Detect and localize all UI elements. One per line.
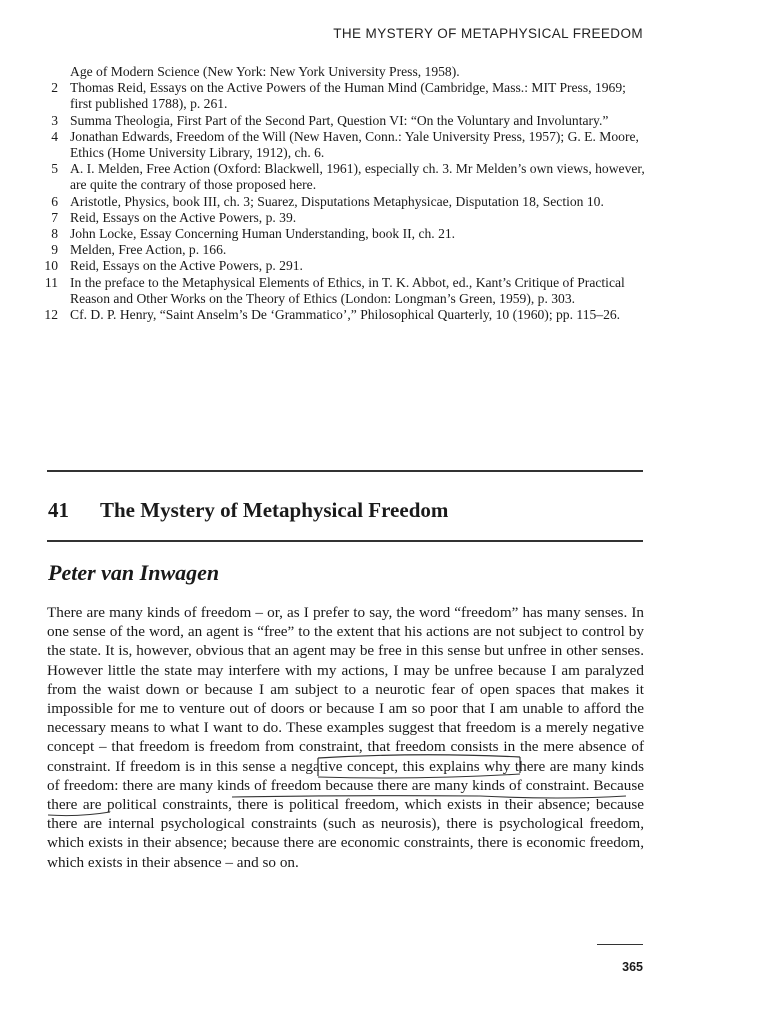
endnote-number: 4 — [51, 128, 58, 144]
endnote-text: Reid, Essays on the Active Powers, p. 39. — [70, 209, 297, 225]
endnote — [40, 210, 648, 226]
endnote-number: 8 — [51, 226, 58, 242]
endnote-text: A. I. Melden, Free Action (Oxford: Blackwell, 1961), especially ch. 3. Mr Melden’s own views, however, are quite the contrary of those proposed here. — [70, 161, 645, 193]
endnote — [40, 242, 648, 258]
running-head: THE MYSTERY OF METAPHYSICAL FREEDOM — [333, 26, 643, 41]
endnote — [40, 226, 648, 242]
endnote-number: 2 — [51, 80, 58, 96]
endnote-number: 7 — [51, 209, 58, 225]
endnote — [40, 307, 648, 323]
endnote — [40, 64, 648, 80]
section-rule-bottom — [47, 540, 643, 542]
endnote-text: John Locke, Essay Concerning Human Understanding, book II, ch. 21. — [70, 226, 456, 242]
endnote — [40, 129, 648, 161]
endnote-number: 3 — [51, 112, 58, 128]
endnote-text: Thomas Reid, Essays on the Active Powers of the Human Mind (Cambridge, Mass.: MIT Press, 1969; first published 1788), p. 261. — [70, 80, 626, 112]
chapter-title: The Mystery of Metaphysical Freedom — [100, 498, 449, 522]
endnote-text: In the preface to the Metaphysical Elements of Ethics, in T. K. Abbot, ed., Kant’s Critique of Practical Reason and Other Works on the Theory of Ethics (London: Longman’s Green, 1959), p. 303. — [70, 274, 625, 306]
endnote-text: Aristotle, Physics, book III, ch. 3; Suarez, Disputations Metaphysicae, Disputation 18, Section 10. — [70, 193, 604, 209]
folio-rule — [597, 944, 643, 945]
endnote — [40, 258, 648, 274]
endnote-text: Melden, Free Action, p. 166. — [70, 242, 227, 258]
endnote-number: 11 — [44, 274, 58, 290]
endnote-text: Reid, Essays on the Active Powers, p. 291. — [70, 258, 303, 274]
endnote-text: Summa Theologia, First Part of the Second Part, Question VI: “On the Voluntary and Involuntary.” — [70, 112, 609, 128]
endnote — [40, 161, 648, 193]
chapter-number: 41 — [48, 498, 69, 522]
endnote — [40, 275, 648, 307]
section-rule-top — [47, 470, 643, 472]
endnote — [40, 113, 648, 129]
endnote-number: 12 — [44, 307, 58, 323]
endnotes-list — [40, 64, 648, 323]
endnote-number: 5 — [51, 161, 58, 177]
endnote-number: 10 — [44, 258, 58, 274]
endnote-text: Cf. D. P. Henry, “Saint Anselm’s De ‘Grammatico’,” Philosophical Quarterly, 10 (1960); pp. 115–26. — [70, 307, 621, 323]
chapter-heading — [48, 498, 648, 523]
page-number: 365 — [622, 960, 643, 974]
endnote-text: Jonathan Edwards, Freedom of the Will (New Haven, Conn.: Yale University Press, 1957); G. E. Moore, Ethics (Home University Library, 1912), ch. 6. — [70, 128, 639, 161]
endnote — [40, 194, 648, 210]
body-text — [47, 603, 644, 872]
author-name: Peter van Inwagen — [48, 560, 220, 585]
endnote-number: 9 — [51, 242, 58, 258]
body-paragraph: There are many kinds of freedom – or, as I prefer to say, the word “freedom” has many senses. In one sense of the word, an agent is “free” to the extent that his actions are not subject to control by the state. It is, however, obvious that an agent may be free in this sense but unfree in other senses. However little the state may interfere with my actions, I may be unfree because I am paralyzed from the waist down or because I am subject to a neurotic fear of open spaces that makes it impossible for me to venture out of doors or because I am so poor that I am unable to afford the necessary means to what I want to do. These examples suggest that freedom is a merely negative concept – that freedom is freedom from constraint, that freedom consists in the mere absence of constraint. If freedom is in this sense a negative concept, this explains why there are many kinds of freedom: there are many kinds of freedom because there are many kinds of constraint. Because there are political constraints, there is political freedom, which exists in their absence; because there are internal psychological constraints (such as neurosis), there is psychological freedom, which exists in their absence; because there are economic constraints, there is economic freedom, which exists in their absence – and so on. — [47, 604, 644, 871]
endnote — [40, 80, 648, 112]
endnote-number: 6 — [51, 193, 58, 209]
endnote-text: Age of Modern Science (New York: New York University Press, 1958). — [70, 64, 460, 79]
